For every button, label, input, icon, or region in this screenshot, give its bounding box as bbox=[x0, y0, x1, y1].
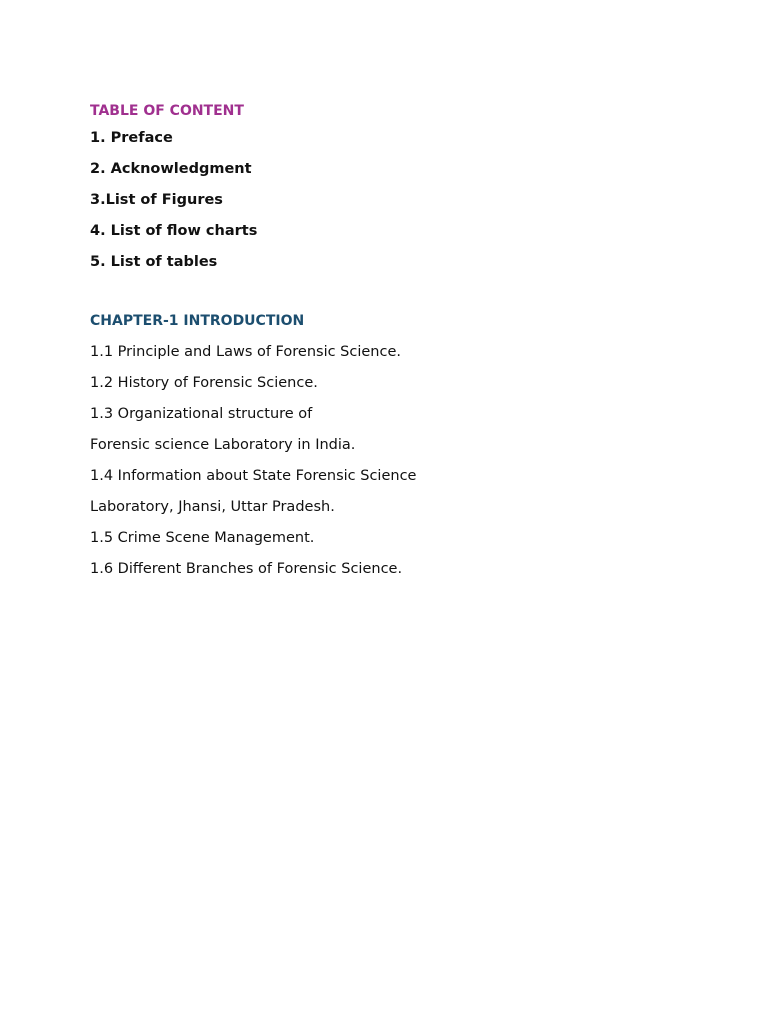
toc-item-list-of-flow-charts: 4. List of flow charts bbox=[90, 223, 258, 239]
chapter-1-heading: CHAPTER-1 INTRODUCTION bbox=[90, 313, 305, 329]
section-1-3: 1.3 Organizational structure of bbox=[90, 406, 313, 422]
chapter-1-section-list bbox=[90, 342, 710, 590]
toc-item-list-of-tables: 5. List of tables bbox=[90, 254, 218, 270]
section-1-4: 1.4 Information about State Forensic Science bbox=[90, 468, 417, 484]
section-1-4-continued: Laboratory, Jhansi, Uttar Pradesh. bbox=[90, 499, 335, 515]
toc-heading: TABLE OF CONTENT bbox=[90, 103, 244, 119]
toc-item-preface: 1. Preface bbox=[90, 130, 173, 146]
toc-item-acknowledgment: 2. Acknowledgment bbox=[90, 161, 252, 177]
section-1-5: 1.5 Crime Scene Management. bbox=[90, 530, 315, 546]
section-1-3-continued: Forensic science Laboratory in India. bbox=[90, 437, 356, 453]
section-1-2: 1.2 History of Forensic Science. bbox=[90, 375, 318, 391]
toc-item-list-of-figures: 3.List of Figures bbox=[90, 192, 223, 208]
toc-list bbox=[90, 128, 710, 283]
document-page bbox=[90, 101, 710, 590]
section-1-6: 1.6 Different Branches of Forensic Science. bbox=[90, 561, 403, 577]
section-1-1: 1.1 Principle and Laws of Forensic Science. bbox=[90, 344, 401, 360]
